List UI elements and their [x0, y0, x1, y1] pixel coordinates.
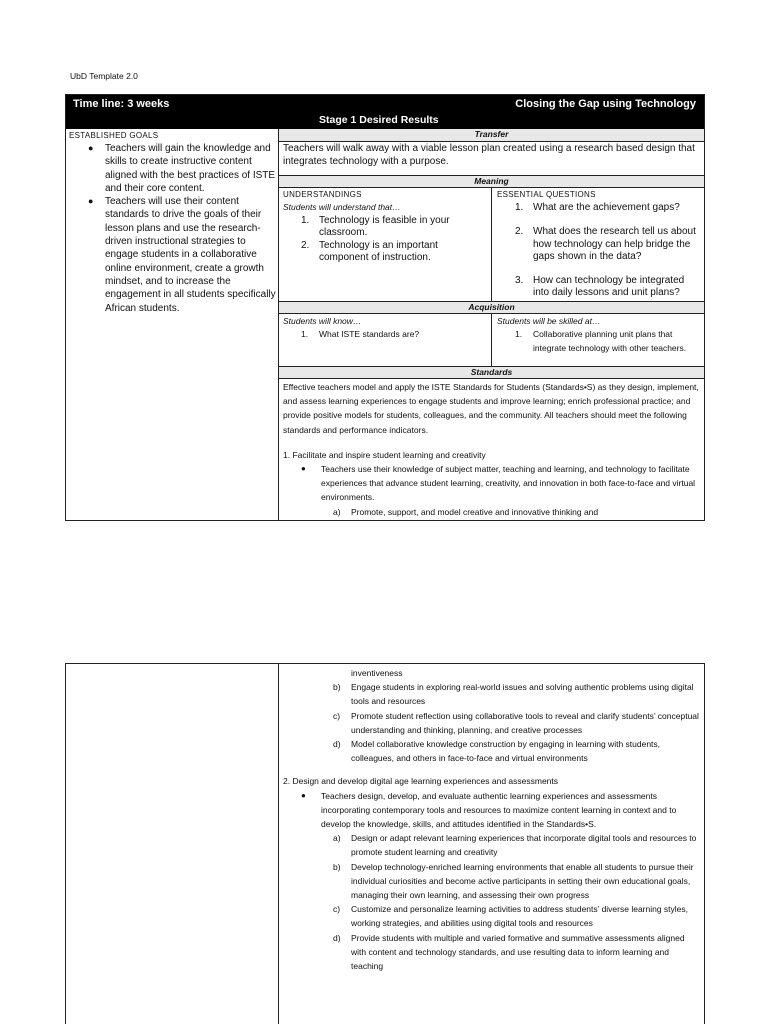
bullet-icon: ●: [88, 196, 94, 207]
skilled-label: Students will be skilled at…: [497, 316, 601, 326]
know-list: [301, 328, 487, 342]
goals-label: ESTABLISHED GOALS: [69, 131, 159, 140]
bullet-icon: ●: [301, 464, 306, 474]
skilled-list: [515, 328, 701, 355]
standard-indicator: c) Promote student reflection using collaborative tools to reveal and clarify students’ conceptual understanding and thinking, planning, and creative processes: [333, 710, 699, 735]
bullet-icon: ●: [88, 143, 94, 153]
standards-continued: [283, 666, 701, 973]
standard-indicator: a) Promote, support, and model creative and innovative thinking and: [333, 506, 599, 517]
list-item: 3. How can technology be integrated into daily lessons and unit plans?: [515, 275, 685, 299]
column-divider: [491, 188, 492, 301]
list-item: 1. Collaborative planning unit plans that integrate technology with other teachers.: [515, 329, 687, 353]
standard-bullet: ● Teachers design, develop, and evaluate authentic learning experiences and assessments incorporating contemporary tools and resources to maximize content learning in context and to develop the knowledge, skills, and attitudes identified in the Standards•S.: [301, 790, 677, 830]
continuation-text: inventiveness: [351, 668, 403, 678]
list-item: 1. What ISTE standards are?: [301, 329, 420, 339]
transfer-band: Transfer: [279, 129, 704, 142]
goals-list: [88, 142, 276, 315]
standard-indicator: d) Model collaborative knowledge construction by engaging in learning with students, colleagues, and others in face-to-face and virtual environments: [333, 739, 661, 764]
bullet-icon: ●: [301, 790, 306, 800]
stage1-right-column: [279, 129, 704, 520]
ubd-stage1-table: [65, 94, 705, 521]
standard-indicator: c) Customize and personalize learning activities to address students’ diverse learning styles, working strategies, and abilities using digital tools and resources: [333, 904, 689, 929]
list-item: 2. Technology is an important component of instruction.: [301, 239, 438, 263]
essential-questions-list: [515, 202, 701, 300]
understandings-list: [301, 215, 487, 264]
list-item: 1. What are the achievement gaps?: [515, 202, 680, 213]
essential-questions-label: ESSENTIAL QUESTIONS: [497, 190, 596, 199]
list-item: 1. Technology is feasible in your classroom.: [301, 215, 450, 239]
standard-indicator: b) Develop technology-enriched learning environments that enable all students to pursue their individual curiosities and become active participants in setting their own educational goals, managing their own learning, and assessing their own progress: [333, 861, 694, 901]
empty-goals-cell: [66, 664, 279, 1024]
standards-text: [283, 380, 701, 519]
timeline-label: Time line: 3 weeks: [73, 98, 170, 110]
standards-intro: Effective teachers model and apply the ISTE Standards for Students (Standards•S) as they design, implement, and assess learning experiences to engage students and improve learning; enrich professional practice; and provide positive models for students, colleagues, and the community. All teachers should meet the following standards and performance indicators.: [283, 382, 699, 435]
standards-band: Standards: [279, 366, 704, 379]
column-divider: [491, 314, 492, 366]
standard-heading: 1. Facilitate and inspire student learning and creativity: [283, 449, 486, 460]
table-header: [66, 95, 704, 129]
understandings-label: UNDERSTANDINGS: [283, 190, 362, 199]
stage-title: Stage 1 Desired Results: [319, 114, 439, 126]
know-label: Students will know…: [283, 316, 362, 326]
template-label: UbD Template 2.0: [70, 71, 138, 81]
unit-title: Closing the Gap using Technology: [515, 98, 696, 110]
established-goals-cell: [66, 129, 279, 520]
standard-indicator: a) Design or adapt relevant learning experiences that incorporate digital tools and resources to promote student learning and creativity: [333, 833, 697, 858]
list-item: 2. What does the research tell us about how technology can help bridge the gaps shown in the data?: [515, 226, 696, 262]
transfer-text: Teachers will walk away with a viable lesson plan created using a research based design that integrates technology with a purpose.: [283, 143, 695, 167]
standard-indicator: d) Provide students with multiple and varied formative and summative assessments aligned with content and technology standards, and use resulting data to inform learning and teaching: [333, 932, 685, 972]
meaning-band: Meaning: [279, 175, 704, 188]
ubd-stage1-table-continued: [65, 663, 705, 1024]
goal-item: ● Teachers will use their content standards to drive the goals of their lesson plans and use the research-driven instructional strategies to engage students in a collaborative online environment, create a growth mindset, and to increase the engagement in all students specifically African students.: [88, 196, 276, 314]
standard-indicator: b) Engage students in exploring real-world issues and solving authentic problems using digital tools and resources: [333, 682, 694, 707]
goal-item: ● Teachers will gain the knowledge and skills to create instructive content aligned with the best practices of ISTE and their core content.: [88, 143, 276, 194]
standard-heading: 2. Design and develop digital age learning experiences and assessments: [283, 776, 559, 787]
understandings-subtitle: Students will understand that…: [283, 202, 401, 212]
standard-bullet: ● Teachers use their knowledge of subject matter, teaching and learning, and technology to facilitate experiences that advance student learning, creativity, and innovation in both face-to-face and virtual environments.: [301, 464, 696, 503]
acquisition-band: Acquisition: [279, 301, 704, 314]
